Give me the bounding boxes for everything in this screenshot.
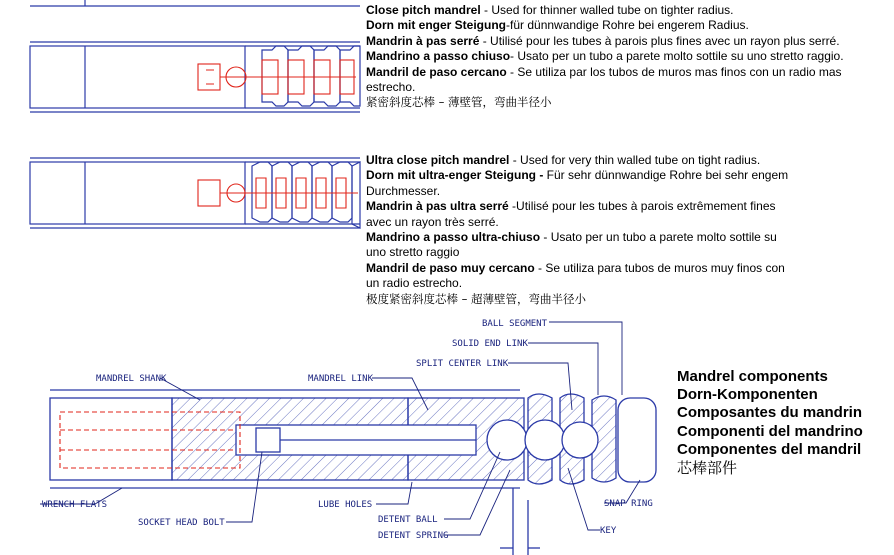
legend-it: Componenti del mandrino [677,422,863,440]
close-pitch-body [30,0,360,112]
close-pitch-zh: 紧密斜度芯棒 – 薄壁管，弯曲半径小 [366,95,552,110]
ultra-de-term: Dorn mit ultra-enger Steigung - [366,168,544,183]
ultra-zh: 极度紧密斜度芯棒 – 超薄壁管，弯曲半径小 [366,291,587,306]
close-pitch-es-desc: - Se utiliza par los tubos de muros mas finos con un radio mas estrecho. [366,64,842,95]
close-pitch-es-term: Mandril de paso cercano [366,64,507,79]
label-snap-ring: SNAP RING [604,499,653,509]
ultra-close-pitch-inner-red [198,178,358,208]
close-pitch-inner-red [198,60,356,94]
label-mandrel-shank: MANDREL SHANK [96,374,167,384]
ultra-de-desc: Für sehr dünnwandige Rohre bei sehr engem Durchmesser. [366,168,789,198]
close-pitch-de-term: Dorn mit enger Steigung [366,18,507,33]
legend-en: Mandrel components [677,368,828,385]
ultra-it-desc: - Usato per un tubo a parete molto sottile su uno stretto raggio [366,230,777,260]
close-pitch-it-term: Mandrino a passo chiuso [366,49,511,64]
components-legend [677,368,863,477]
close-pitch-de-desc: -für dünnwandige Rohre bei engerem Radius. [506,18,749,33]
components-drawing [50,390,656,555]
close-pitch-en-term: Close pitch mandrel [366,3,481,17]
ultra-en-desc: - Used for very thin walled tube on tight radius. [509,153,761,167]
label-key: KEY [600,526,617,536]
legend-de: Dorn-Komponenten [677,386,818,404]
legend-es: Componentes del mandril [677,440,862,458]
label-mandrel-link: MANDREL LINK [308,374,374,384]
close-pitch-fr-desc: - Utilisé pour les tubes à parois plus fines avec un rayon plus serré. [479,33,840,48]
ultra-close-pitch-description [366,153,796,307]
label-socket-head-bolt: SOCKET HEAD BOLT [138,518,225,528]
ultra-es-desc: - Se utiliza para tubos de muros muy finos con un radio estrecho. [366,260,785,291]
ultra-es-term: Mandril de paso muy cercano [366,260,535,275]
close-pitch-it-desc: - Usato per un tubo a parete molto sottile su uno stretto raggio. [510,49,844,64]
label-lube-holes: LUBE HOLES [318,500,373,510]
label-solid-end-link: SOLID END LINK [452,339,528,349]
close-pitch-fr-term: Mandrin à pas serré [366,33,480,48]
label-detent-spring: DETENT SPRING [378,531,449,541]
ultra-fr-term: Mandrin à pas ultra serré [366,199,509,214]
label-detent-ball: DETENT BALL [378,515,438,525]
close-pitch-en-desc: - Used for thinner walled tube on tighter radius. [480,3,734,17]
ultra-fr-desc: -Utilisé pour les tubes à parois extrêmement fines avec un rayon très serré. [366,199,776,229]
close-pitch-description [366,3,866,111]
label-wrench-flats: WRENCH FLATS [42,500,108,510]
label-split-center-link: SPLIT CENTER LINK [416,359,509,369]
legend-zh: 芯棒部件 [677,459,738,478]
legend-fr: Composantes du mandrin [677,404,863,422]
label-ball-segment: BALL SEGMENT [482,319,548,329]
ultra-it-term: Mandrino a passo ultra-chiuso [366,230,541,245]
ultra-en-term: Ultra close pitch mandrel [366,153,510,167]
